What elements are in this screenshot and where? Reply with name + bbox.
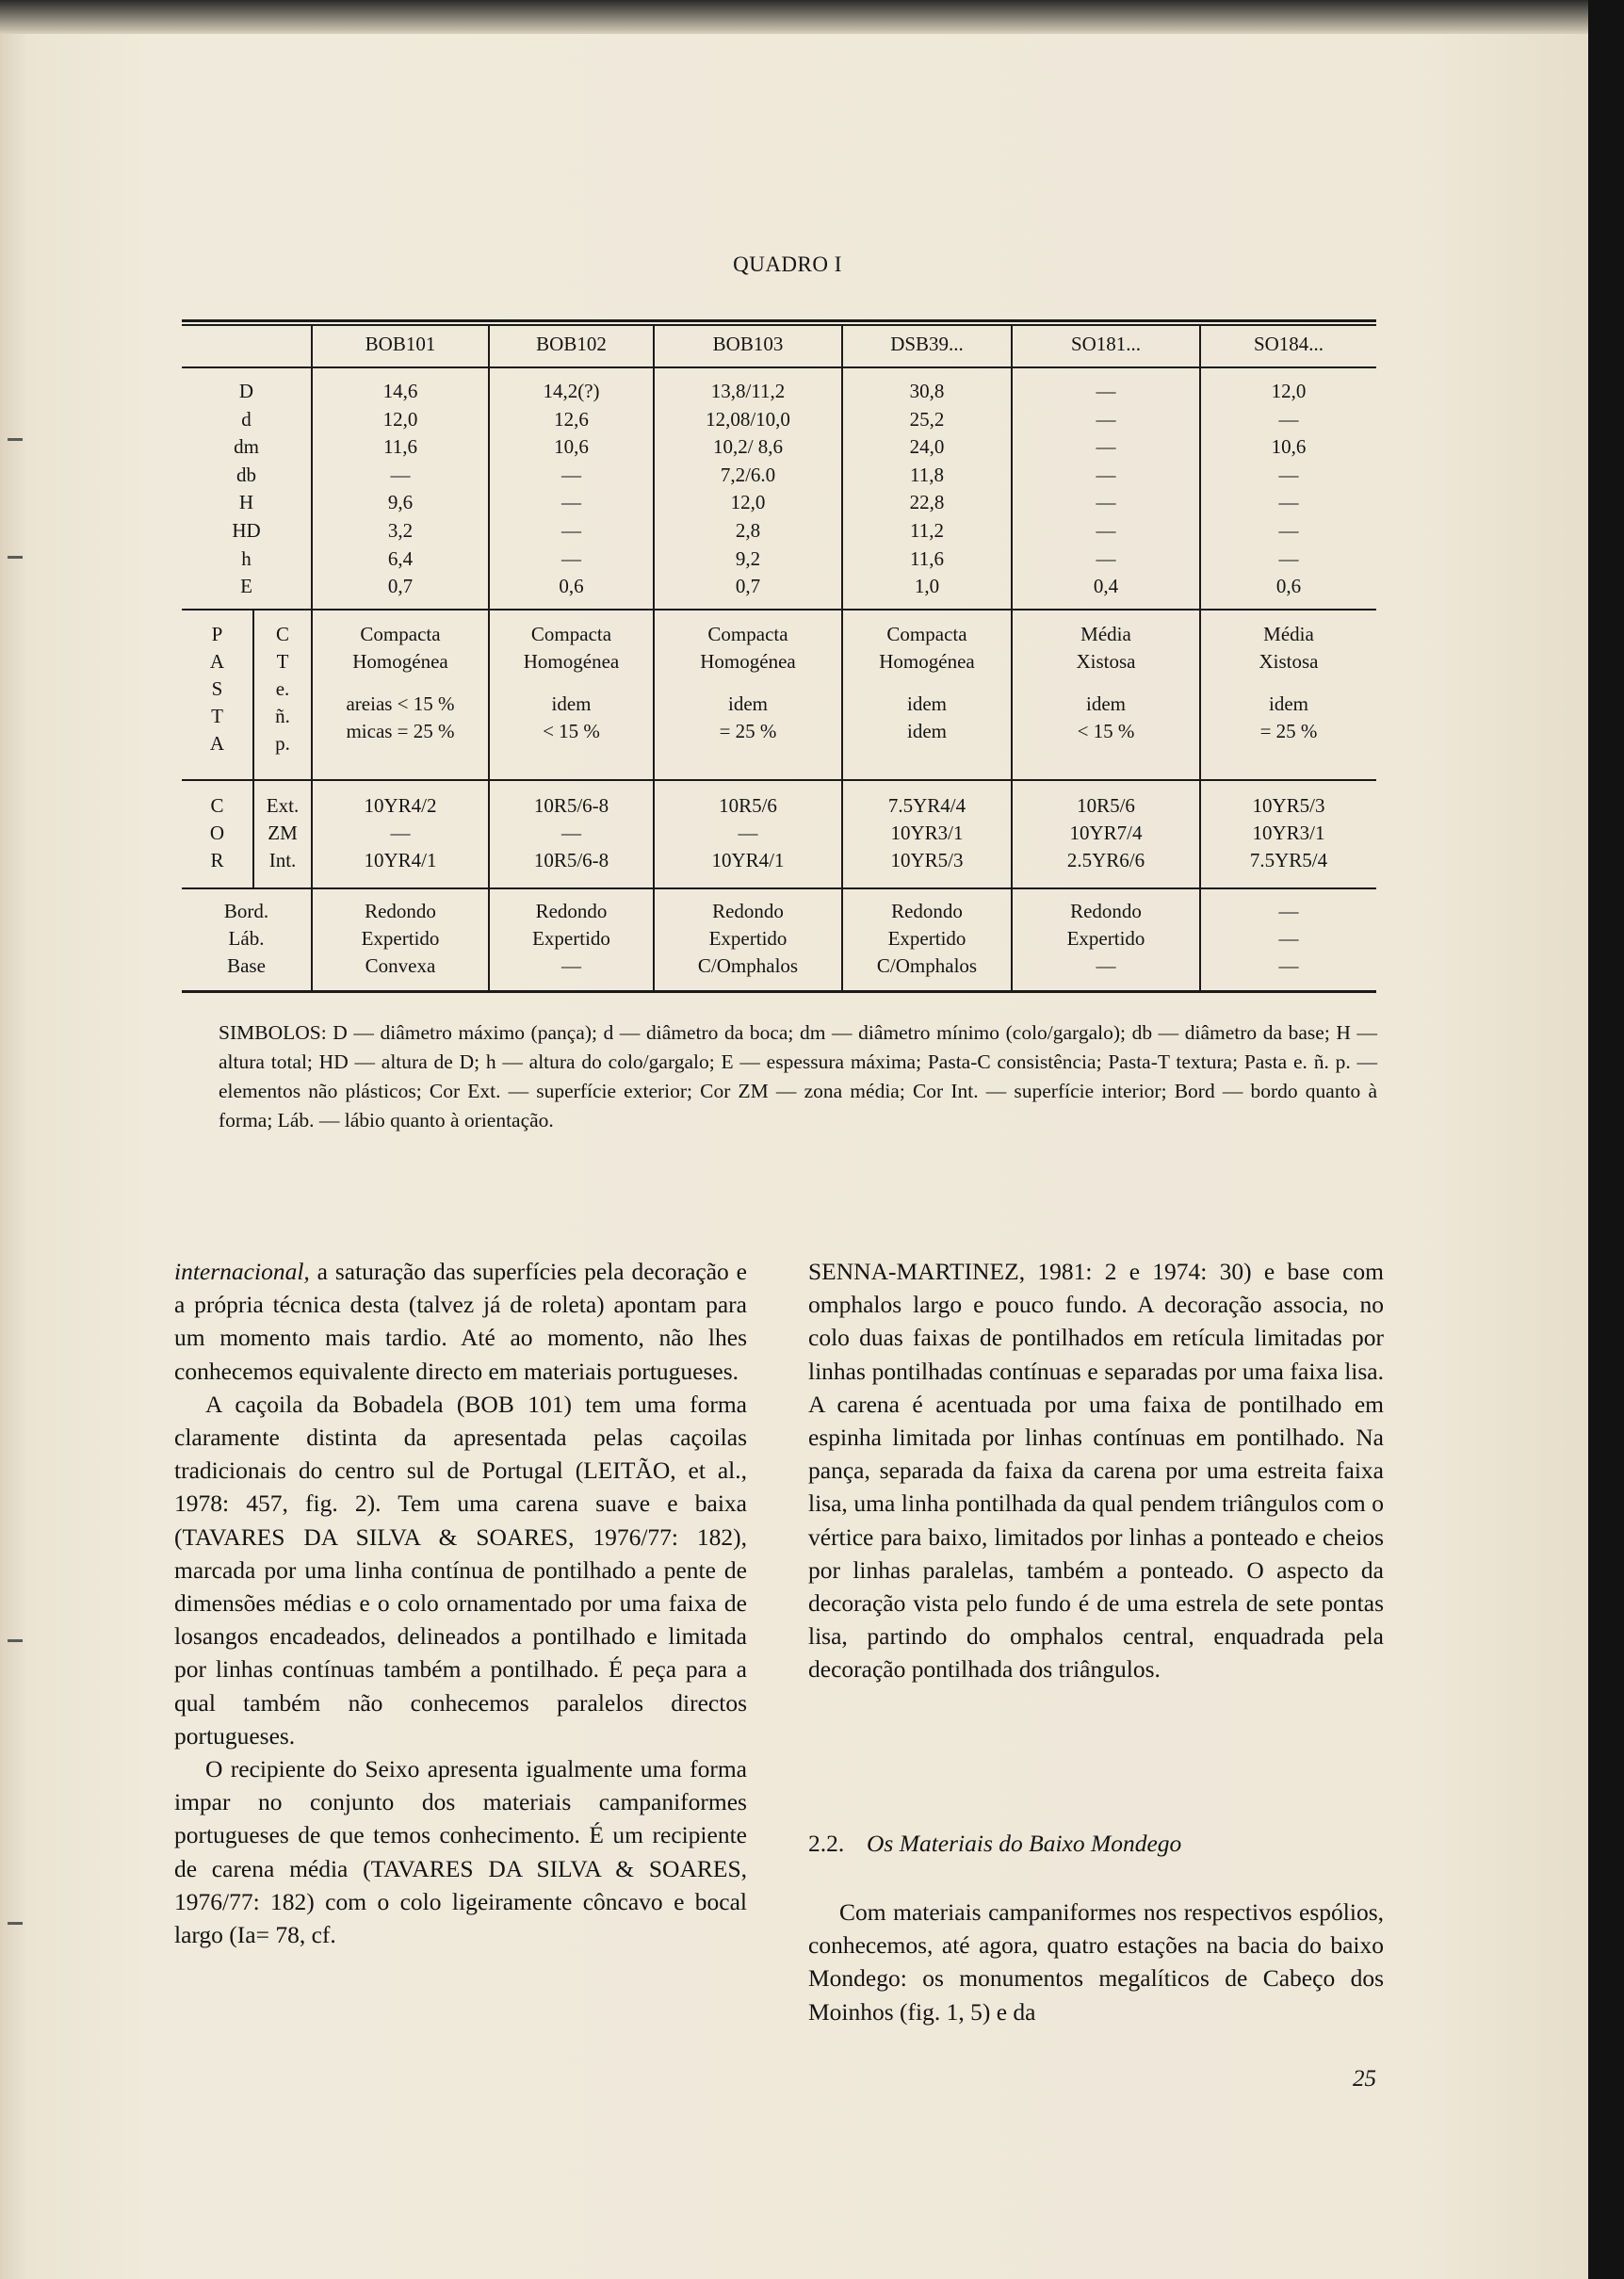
- forma-cell: Expertido: [361, 927, 440, 950]
- measure-cell: 12,0: [382, 407, 418, 431]
- measure-cell: 12,08/10,0: [706, 407, 790, 431]
- table-rule-bottom: [182, 990, 1376, 993]
- forma-cell: Redondo: [891, 900, 963, 922]
- pasta-group-letter: A: [209, 650, 225, 673]
- measure-cell: —: [390, 463, 411, 486]
- measure-cell: 25,2: [909, 407, 945, 431]
- text-column-right-lower: [808, 1896, 1384, 2028]
- forma-cell: —: [1278, 900, 1299, 922]
- measure-cell: 30,8: [909, 380, 945, 402]
- pasta-ep-cell: idem: [1086, 692, 1126, 715]
- pasta-consistencia-cell: Compacta: [530, 623, 612, 645]
- left-p1-text: a saturação das superfícies pela decoração e a própria técnica desta (talvez já de roleta) apontam para um momento mais tardio. Até ao momento, não lhes conhecemos equivalente directo em materiais portugueses.: [174, 1258, 747, 1385]
- measure-cell: —: [1096, 463, 1116, 486]
- cor-cell: —: [390, 822, 411, 844]
- measure-cell: —: [1096, 407, 1116, 431]
- measure-cell: —: [561, 491, 581, 514]
- measure-cell: 3,2: [387, 519, 414, 542]
- measure-label: E: [240, 575, 252, 598]
- measure-cell: 13,8/11,2: [710, 380, 786, 402]
- cor-group-letter: R: [210, 849, 224, 871]
- pasta-consistencia-cell: Compacta: [886, 623, 967, 645]
- forma-cell: —: [561, 954, 581, 977]
- cor-cell: 10R5/6-8: [533, 849, 609, 871]
- forma-cell: Expertido: [887, 927, 966, 950]
- measure-cell: —: [1278, 463, 1299, 486]
- forma-cell: Redondo: [1070, 900, 1142, 922]
- measure-cell: 0,7: [387, 575, 414, 598]
- measure-label: db: [236, 463, 256, 486]
- cor-sub-label: Int.: [268, 849, 297, 871]
- pasta-ep-cell: micas = 25 %: [346, 720, 455, 742]
- forma-cell: C/Omphalos: [876, 954, 978, 977]
- table-rule-top: [182, 319, 1376, 322]
- measure-cell: 11,8: [910, 463, 944, 486]
- margin-mark: [8, 1922, 23, 1925]
- pasta-group-letter: T: [211, 705, 223, 727]
- margin-mark: [8, 1639, 23, 1642]
- measure-cell: 0,4: [1093, 575, 1119, 598]
- section-number: 2.2.: [808, 1830, 845, 1857]
- forma-label: Base: [227, 954, 266, 977]
- symbols-legend: [219, 1018, 1377, 1135]
- measure-cell: 10,6: [1271, 435, 1307, 459]
- forma-cell: Convexa: [365, 954, 436, 977]
- table-caption: QUADRO I: [733, 252, 842, 276]
- measure-cell: —: [1096, 491, 1116, 514]
- left-paragraph-2: A caçoila da Bobadela (BOB 101) tem uma forma claramente distinta da apresentada pelas caçoilas tradicionais do centro sul de Portugal (LEITÃO, et al., 1978: 457, fig. 2). Tem uma carena suave e baixa (TAVARES DA SILVA & SOARES, 1976/77: 182), marcada por uma linha contínua de pontilhado a pente de dimensões médias e o colo ornamentado por uma faixa de losangos encadeados, delineados a pontilhado e limitada por linhas contínuas também a pontilhado. É peça para a qual também não conhecemos paralelos directos portugueses.: [174, 1390, 747, 1750]
- forma-cell: —: [1278, 927, 1299, 950]
- measure-cell: 12,0: [730, 491, 766, 514]
- forma-cell: C/Omphalos: [697, 954, 799, 977]
- measure-cell: 0,7: [735, 575, 761, 598]
- measure-cell: —: [1096, 435, 1116, 459]
- measure-cell: 11,6: [383, 435, 417, 459]
- measure-label: d: [241, 407, 252, 431]
- measure-cell: —: [1278, 519, 1299, 542]
- page-number: 25: [1353, 2066, 1376, 2092]
- pasta-textura-cell: Xistosa: [1259, 650, 1319, 673]
- cor-cell: 10R5/6-8: [533, 794, 609, 817]
- measure-cell: 2,8: [735, 519, 761, 542]
- margin-mark: [8, 438, 23, 441]
- measure-cell: 10,2/ 8,6: [712, 435, 784, 459]
- forma-cell: Redondo: [535, 900, 608, 922]
- cor-cell: 10YR5/3: [1252, 794, 1325, 817]
- cor-cell: 2.5YR6/6: [1066, 849, 1145, 871]
- pasta-textura-cell: Xistosa: [1076, 650, 1136, 673]
- pasta-ep-cell: = 25 %: [1259, 720, 1318, 742]
- cor-group-letter: O: [209, 822, 225, 844]
- pasta-consistencia-cell: Média: [1263, 623, 1314, 645]
- cor-cell: 10YR4/2: [364, 794, 437, 817]
- pasta-ep-cell: < 15 %: [543, 720, 600, 742]
- cor-cell: 10YR3/1: [1252, 822, 1325, 844]
- pasta-sub-label: e.: [275, 677, 290, 700]
- measure-cell: 6,4: [387, 546, 414, 570]
- measure-cell: —: [1278, 491, 1299, 514]
- measure-cell: 1,0: [914, 575, 940, 598]
- cor-cell: 7.5YR4/4: [887, 794, 966, 817]
- forma-cell: Redondo: [365, 900, 436, 922]
- pasta-ep-cell: idem: [551, 692, 592, 715]
- pasta-sub-label: ñ.: [275, 705, 290, 727]
- symbols-label: SIMBOLOS:: [219, 1021, 327, 1044]
- measure-label: HD: [232, 519, 261, 542]
- cor-sub-label: Ext.: [266, 794, 300, 817]
- forma-cell: Expertido: [708, 927, 788, 950]
- measure-cell: 7,2/6.0: [720, 463, 776, 486]
- forma-label: Láb.: [228, 927, 265, 950]
- pasta-ep-cell: idem: [728, 692, 768, 715]
- cor-cell: 10YR3/1: [890, 822, 964, 844]
- pasta-group-letter: A: [209, 732, 225, 755]
- cor-cell: 10YR4/1: [364, 849, 437, 871]
- cor-cell: 10YR7/4: [1069, 822, 1143, 844]
- measure-cell: 0,6: [559, 575, 584, 598]
- measure-cell: 10,6: [554, 435, 589, 459]
- measure-label: D: [238, 380, 254, 402]
- measure-cell: —: [1278, 407, 1299, 431]
- pasta-ep-cell: areias < 15 %: [346, 692, 455, 715]
- table-rule-top-inner: [182, 324, 1376, 326]
- cor-cell: 7.5YR5/4: [1249, 849, 1328, 871]
- pasta-ep-cell: < 15 %: [1077, 720, 1135, 742]
- col-header-1: BOB101: [365, 333, 436, 355]
- pasta-textura-cell: Homogénea: [352, 650, 448, 673]
- symbols-text: D — diâmetro máximo (pança); d — diâmetro da boca; dm — diâmetro mínimo (colo/gargalo); db — diâmetro da base; H — altura total; HD — altura de D; h — altura do colo/gargalo; E — espessura máxima; Pasta-C consistência; Pasta-T textura; Pasta e. ñ. p. — elementos não plásticos; Cor Ext. — superfície exterior; Cor ZM — zona média; Cor Int. — superfície interior; Bord — bordo quanto à forma; Láb. — lábio quanto à orientação.: [219, 1021, 1377, 1131]
- measure-cell: 9,6: [387, 491, 414, 514]
- section-title: Os Materiais do Baixo Mondego: [867, 1830, 1182, 1857]
- measure-label: h: [241, 546, 252, 570]
- text-column-left: [174, 1255, 747, 1951]
- measure-cell: —: [561, 463, 581, 486]
- measure-cell: 0,6: [1275, 575, 1302, 598]
- measure-cell: 24,0: [909, 435, 945, 459]
- section-heading: [808, 1830, 1181, 1858]
- col-header-6: SO184...: [1253, 333, 1324, 355]
- measure-cell: —: [561, 546, 581, 570]
- pasta-sub-label: C: [275, 623, 289, 645]
- col-header-2: BOB102: [536, 333, 607, 355]
- measure-cell: 12,0: [1271, 380, 1307, 402]
- col-header-5: SO181...: [1070, 333, 1142, 355]
- measure-cell: 14,2(?): [543, 380, 600, 402]
- measure-cell: 11,6: [910, 546, 944, 570]
- cor-cell: 10R5/6: [1077, 794, 1135, 817]
- pasta-group-letter: P: [211, 623, 223, 645]
- data-table: [182, 319, 1376, 995]
- measure-cell: 22,8: [909, 491, 945, 514]
- table-rule-header: [182, 366, 1376, 368]
- margin-mark: [8, 556, 23, 559]
- pasta-textura-cell: Homogénea: [879, 650, 975, 673]
- measure-cell: 12,6: [554, 407, 589, 431]
- measure-label: dm: [234, 435, 259, 459]
- cor-cell: 10R5/6: [719, 794, 777, 817]
- measure-cell: 14,6: [382, 380, 418, 402]
- measure-cell: —: [1096, 519, 1116, 542]
- pasta-textura-cell: Homogénea: [523, 650, 620, 673]
- cor-sub-label: ZM: [268, 822, 298, 844]
- pasta-ep-cell: = 25 %: [719, 720, 777, 742]
- scan-top-shadow: [0, 0, 1588, 34]
- forma-cell: Expertido: [1066, 927, 1145, 950]
- right-paragraph-2: Com materiais campaniformes nos respectivos espólios, conhecemos, até agora, quatro estações na bacia do baixo Mondego: os monumentos megalíticos de Cabeço dos Moinhos (fig. 1, 5) e da: [808, 1898, 1384, 2026]
- cor-group-letter: C: [210, 794, 224, 817]
- measure-label: H: [238, 491, 254, 514]
- col-header-4: DSB39...: [890, 333, 964, 355]
- table-rule-forma: [182, 887, 1376, 889]
- cor-cell: —: [561, 822, 581, 844]
- pasta-consistencia-cell: Compacta: [707, 623, 788, 645]
- cor-cell: 10YR4/1: [711, 849, 785, 871]
- col-header-3: BOB103: [712, 333, 784, 355]
- pasta-sub-label: T: [276, 650, 289, 673]
- right-paragraph-1: SENNA-MARTINEZ, 1981: 2 e 1974: 30) e base com omphalos largo e pouco fundo. A decoração associa, no colo duas faixas de pontilhados em retícula limitadas por linhas pontilhadas contínuas e separadas por uma faixa lisa. A carena é acentuada por uma faixa de pontilhado em espinha limitada por linhas contínuas em pontilhado. Na pança, separada da faixa da carena por uma estreita faixa lisa, uma linha pontilhada da qual pendem triângulos com o vértice para baixo, limitados por linhas a ponteado e cheios por linhas paralelas, também a ponteado. O aspecto da decoração vista pelo fundo é de uma estrela de sete pontas lisa, partindo do omphalos central, enquadrada pela decoração pontilhada dos triângulos.: [808, 1258, 1384, 1684]
- forma-cell: Redondo: [712, 900, 784, 922]
- pasta-sub-label: p.: [275, 732, 290, 755]
- pasta-consistencia-cell: Média: [1080, 623, 1131, 645]
- measure-cell: 9,2: [735, 546, 761, 570]
- scan-edge: [1588, 0, 1624, 2279]
- table-rule-pasta: [182, 609, 1376, 610]
- forma-cell: —: [1096, 954, 1116, 977]
- measure-cell: —: [1278, 546, 1299, 570]
- pasta-group-letter: S: [211, 677, 223, 700]
- text-column-right: [808, 1255, 1384, 1686]
- cor-cell: —: [738, 822, 758, 844]
- measure-cell: —: [1096, 380, 1116, 402]
- measure-cell: —: [561, 519, 581, 542]
- forma-cell: Expertido: [532, 927, 610, 950]
- pasta-consistencia-cell: Compacta: [360, 623, 441, 645]
- forma-label: Bord.: [223, 900, 269, 922]
- pasta-ep-cell: idem: [1269, 692, 1308, 715]
- pasta-textura-cell: Homogénea: [700, 650, 796, 673]
- forma-cell: —: [1278, 954, 1299, 977]
- measure-cell: 11,2: [910, 519, 944, 542]
- left-paragraph-3: O recipiente do Seixo apresenta igualmente uma forma impar no conjunto dos materiais campaniformes portugueses de que temos conhecimento. É um recipiente de carena média (TAVARES DA SILVA & SOARES, 1976/77: 182) com o colo ligeiramente côncavo e bocal largo (Ia= 78, cf.: [174, 1755, 747, 1949]
- table-rule-cor: [182, 779, 1376, 781]
- left-p1-italic: internacional,: [174, 1258, 310, 1285]
- pasta-ep-cell: idem: [907, 692, 947, 715]
- pasta-ep-cell: idem: [907, 720, 947, 742]
- cor-cell: 10YR5/3: [890, 849, 964, 871]
- measure-cell: —: [1096, 546, 1116, 570]
